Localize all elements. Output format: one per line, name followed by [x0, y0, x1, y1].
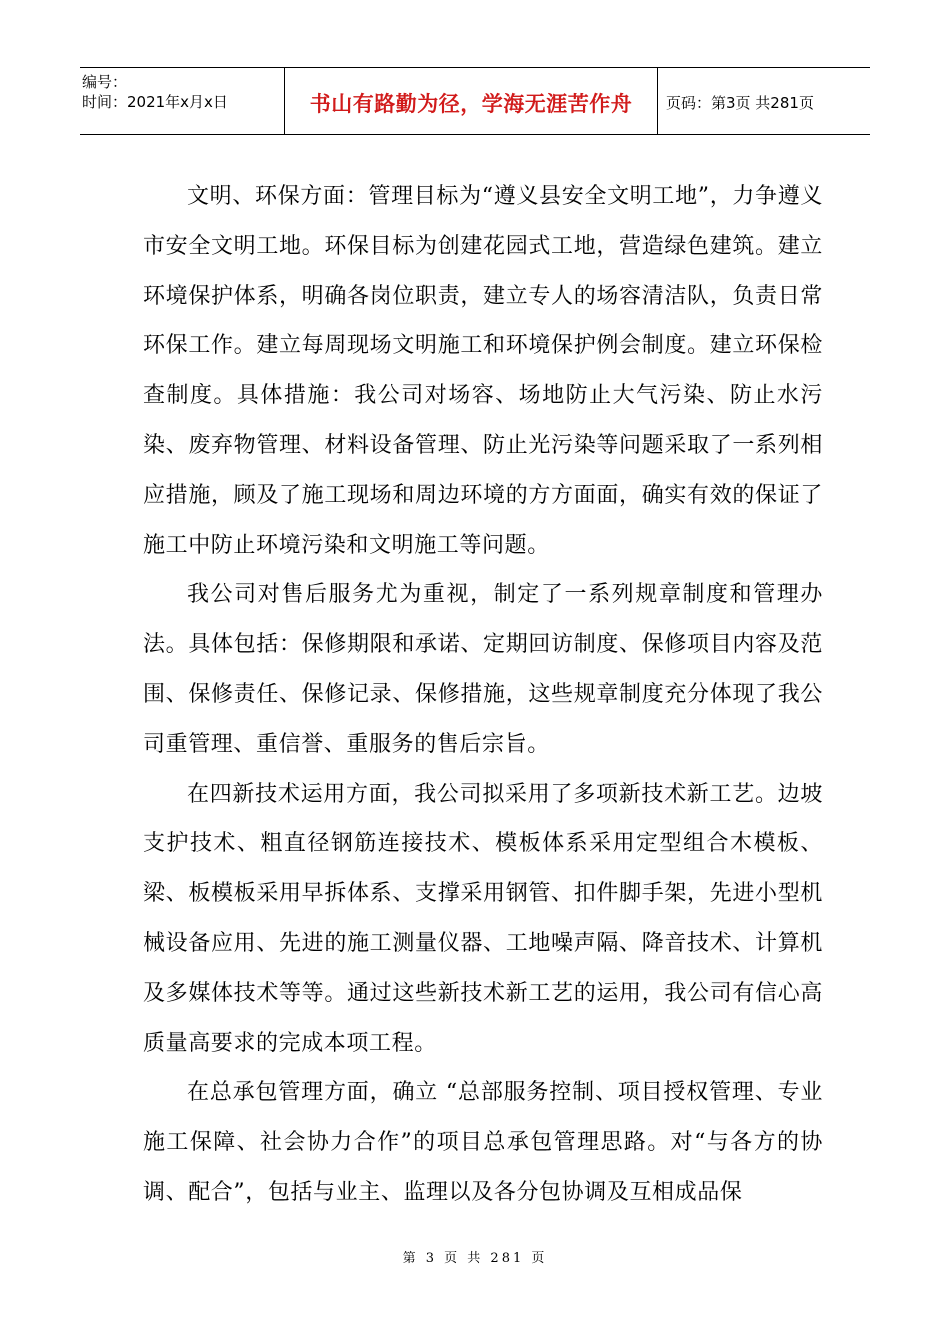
page-footer: 第 3 页 共 281 页 — [402, 1251, 548, 1266]
header-meta — [80, 68, 284, 134]
paragraph-new-technology: 在四新技术运用方面，我公司拟采用了多项新技术新工艺。边坡支护技术、粗直径钢筋连接技术、模板体系采用定型组合木模板、梁、板模板采用早拆体系、支撑采用钢管、扣件脚手架，先进小型机械设备应用、先进的施工测量仪器、工地噪声隔、降音技术、计算机及多媒体技术等等。通过这些新技术新工艺的运用，我公司有信心高质量高要求的完成本项工程。 — [143, 781, 823, 1056]
time-label: 时间：2021年x月x日 — [82, 93, 228, 111]
motto-text: 书山有路勤为径，学海无涯苦作舟 — [309, 92, 633, 116]
number-label: 编号： — [82, 73, 128, 91]
document-body — [143, 172, 823, 1218]
paragraph-environment: 文明、环保方面：管理目标为“遵义县安全文明工地”，力争遵义市安全文明工地。环保目标为创建花园式工地，营造绿色建筑。建立环境保护体系，明确各岗位职责，建立专人的场容清洁队，负责日常环保工作。建立每周现场文明施工和环境保护例会制度。建立环保检查制度。具体措施：我公司对场容、场地防止大气污染、防止水污染、废弃物管理、材料设备管理、防止光污染等问题采取了一系列相应措施，顾及了施工现场和周边环境的方方面面，确实有效的保证了施工中防止环境污染和文明施工等问题。 — [143, 184, 823, 558]
document-header — [80, 67, 870, 135]
page-info: 页码：第3页 共281页 — [666, 93, 814, 112]
paragraph-general-contracting: 在总承包管理方面，确立 “总部服务控制、项目授权管理、专业施工保障、社会协力合作”的项目总承包管理思路。对“与各方的协调、配合”，包括与业主、监理以及各分包协调及互相成品保 — [143, 1080, 823, 1205]
header-motto-cell — [284, 68, 658, 134]
header-page-info-cell — [658, 68, 870, 134]
paragraph-after-sales: 我公司对售后服务尤为重视，制定了一系列规章制度和管理办法。具体包括：保修期限和承诺、定期回访制度、保修项目内容及范围、保修责任、保修记录、保修措施，这些规章制度充分体现了我公司重管理、重信誉、重服务的售后宗旨。 — [143, 582, 823, 757]
